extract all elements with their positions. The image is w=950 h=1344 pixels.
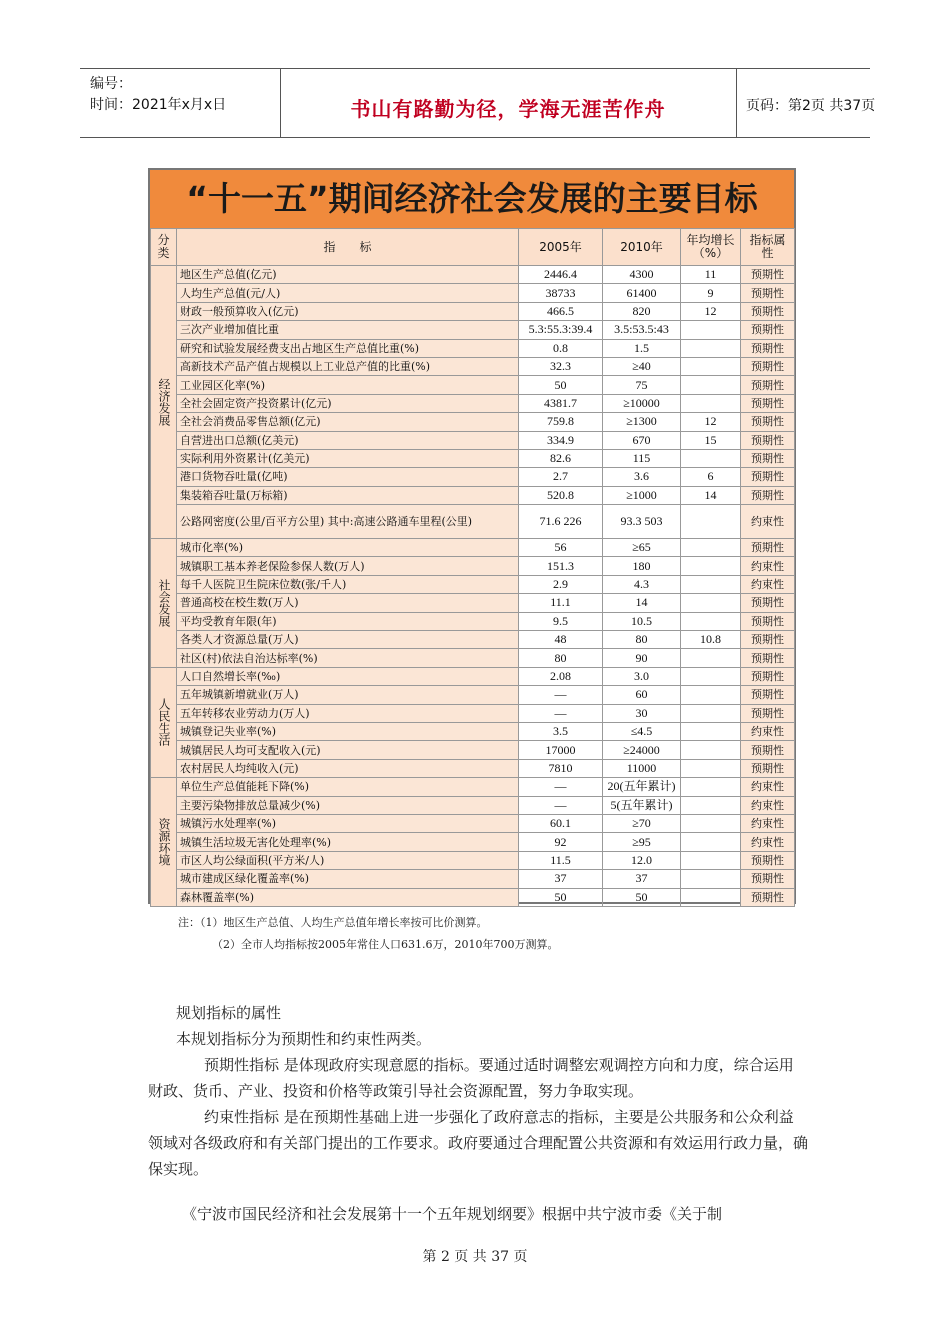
- growth-cell: [681, 575, 741, 593]
- indicator-cell: 城镇污水处理率(%): [177, 814, 519, 832]
- value-2005-cell: 11.5: [519, 851, 603, 869]
- growth-cell: [681, 612, 741, 630]
- table-row: [151, 449, 795, 467]
- growth-cell: [681, 870, 741, 888]
- header-slogan-cell: [280, 69, 737, 137]
- table-row: [151, 631, 795, 649]
- attribute-cell: 预期性: [741, 649, 795, 667]
- indicator-cell: 单位生产总值能耗下降(%): [177, 778, 519, 796]
- growth-cell: [681, 357, 741, 375]
- table-row: [151, 266, 795, 284]
- paragraph-binding: 约束性指标 是在预期性基础上进一步强化了政府意志的指标，主要是公共服务和公众利益领域对各级政府和有关部门提出的工作要求。政府要通过合理配置公共资源和有效运用行政力量，确保实现。: [148, 1108, 809, 1178]
- table-row: [151, 851, 795, 869]
- attribute-cell: 预期性: [741, 302, 795, 320]
- value-2005-cell: 0.8: [519, 339, 603, 357]
- value-2010-cell: 5(五年累计): [603, 796, 681, 814]
- indicator-cell: 市区人均公绿面积(平方米/人): [177, 851, 519, 869]
- indicator-cell: 普通高校在校生数(万人): [177, 594, 519, 612]
- attribute-cell: 预期性: [741, 486, 795, 504]
- indicator-cell: 港口货物吞吐量(亿吨): [177, 468, 519, 486]
- attribute-cell: 预期性: [741, 266, 795, 284]
- paragraph-expected: 预期性指标 是体现政府实现意愿的指标。要通过适时调整宏观调控方向和力度，综合运用财政、货币、产业、投资和价格等政策引导社会资源配置，努力争取实现。: [148, 1056, 794, 1100]
- table-row: [151, 321, 795, 339]
- growth-cell: [681, 722, 741, 740]
- value-2010-cell: ≥10000: [603, 394, 681, 412]
- table-row: [151, 814, 795, 832]
- value-2010-cell: 37: [603, 870, 681, 888]
- attribute-cell: 预期性: [741, 321, 795, 339]
- value-2010-cell: ≥1300: [603, 413, 681, 431]
- growth-cell: 12: [681, 302, 741, 320]
- indicator-cell: 财政一般预算收入(亿元): [177, 302, 519, 320]
- growth-cell: [681, 376, 741, 394]
- growth-cell: [681, 686, 741, 704]
- header-meta: [80, 69, 281, 137]
- attribute-cell: 预期性: [741, 686, 795, 704]
- indicator-cell: 高新技术产品产值占规模以上工业总产值的比重(%): [177, 357, 519, 375]
- indicator-cell: 主要污染物排放总量减少(%): [177, 796, 519, 814]
- value-2010-cell: 115: [603, 449, 681, 467]
- value-2005-cell: 60.1: [519, 814, 603, 832]
- value-2005-cell: —: [519, 778, 603, 796]
- attribute-cell: 预期性: [741, 394, 795, 412]
- table-row: [151, 870, 795, 888]
- value-2005-cell: 5.3:55.3:39.4: [519, 321, 603, 339]
- slogan: 书山有路勤为径，学海无涯苦作舟: [350, 97, 666, 121]
- attribute-cell: 预期性: [741, 449, 795, 467]
- value-2010-cell: 3.6: [603, 468, 681, 486]
- value-2005-cell: 7810: [519, 759, 603, 777]
- attribute-cell: 预期性: [741, 357, 795, 375]
- number-label: 编号：: [90, 76, 132, 92]
- table-row: [151, 357, 795, 375]
- indicator-cell: 五年城镇新增就业(万人): [177, 686, 519, 704]
- attribute-cell: 约束性: [741, 722, 795, 740]
- value-2010-cell: 180: [603, 557, 681, 575]
- time-label: 时间：2021年x月x日: [90, 97, 227, 113]
- attribute-cell: 约束性: [741, 833, 795, 851]
- growth-cell: [681, 539, 741, 557]
- attribute-cell: 约束性: [741, 796, 795, 814]
- note-2: （2）全市人均指标按2005年常住人口631.6万，2010年700万测算。: [212, 938, 559, 951]
- growth-cell: [681, 339, 741, 357]
- value-2010-cell: 60: [603, 686, 681, 704]
- indicator-cell: 研究和试验发展经费支出占地区生产总值比重(%): [177, 339, 519, 357]
- indicator-cell: 三次产业增加值比重: [177, 321, 519, 339]
- attribute-cell: 约束性: [741, 575, 795, 593]
- growth-cell: [681, 851, 741, 869]
- value-2005-cell: 466.5: [519, 302, 603, 320]
- indicator-cell: 全社会固定资产投资累计(亿元): [177, 394, 519, 412]
- table-row: [151, 339, 795, 357]
- value-2005-cell: 50: [519, 376, 603, 394]
- indicator-cell: 自营进出口总额(亿美元): [177, 431, 519, 449]
- growth-cell: 15: [681, 431, 741, 449]
- value-2005-cell: 82.6: [519, 449, 603, 467]
- table-row: [151, 557, 795, 575]
- paragraph-intro: 本规划指标分为预期性和约束性两类。: [176, 1030, 432, 1048]
- attribute-cell: 约束性: [741, 778, 795, 796]
- header-2010: 2010年: [603, 229, 681, 266]
- value-2010-cell: 50: [603, 888, 681, 906]
- value-2010-cell: 20(五年累计): [603, 778, 681, 796]
- value-2010-cell: 14: [603, 594, 681, 612]
- attribute-cell: 预期性: [741, 468, 795, 486]
- growth-cell: [681, 704, 741, 722]
- table-row: [151, 505, 795, 539]
- header-category: 分类: [151, 229, 177, 266]
- attribute-cell: 约束性: [741, 557, 795, 575]
- table-row: [151, 394, 795, 412]
- indicator-cell: 公路网密度(公里/百平方公里) 其中:高速公路通车里程(公里): [177, 505, 519, 539]
- note-1: 注：（1）地区生产总值、人均生产总值年增长率按可比价测算。: [178, 916, 488, 929]
- attribute-cell: 约束性: [741, 814, 795, 832]
- growth-cell: [681, 394, 741, 412]
- value-2005-cell: —: [519, 686, 603, 704]
- indicator-cell: 五年转移农业劳动力(万人): [177, 704, 519, 722]
- value-2005-cell: 38733: [519, 284, 603, 302]
- table-row: [151, 612, 795, 630]
- indicator-cell: 农村居民人均纯收入(元): [177, 759, 519, 777]
- value-2010-cell: 93.3 503: [603, 505, 681, 539]
- value-2010-cell: 12.0: [603, 851, 681, 869]
- body-text: [148, 1000, 808, 1182]
- value-2005-cell: 32.3: [519, 357, 603, 375]
- growth-cell: [681, 449, 741, 467]
- indicator-cell: 森林覆盖率(%): [177, 888, 519, 906]
- attribute-cell: 预期性: [741, 704, 795, 722]
- header-indicator: 指 标: [177, 229, 519, 266]
- value-2010-cell: 3.5:53.5:43: [603, 321, 681, 339]
- growth-cell: [681, 759, 741, 777]
- attribute-cell: 预期性: [741, 631, 795, 649]
- value-2010-cell: ≥1000: [603, 486, 681, 504]
- table-row: [151, 376, 795, 394]
- table-row: [151, 284, 795, 302]
- value-2005-cell: 3.5: [519, 722, 603, 740]
- attribute-cell: 预期性: [741, 376, 795, 394]
- value-2005-cell: 2.08: [519, 667, 603, 685]
- attribute-cell: 预期性: [741, 612, 795, 630]
- value-2005-cell: 50: [519, 888, 603, 906]
- attribute-cell: 预期性: [741, 870, 795, 888]
- indicator-cell: 实际利用外资累计(亿美元): [177, 449, 519, 467]
- value-2010-cell: ≥95: [603, 833, 681, 851]
- table-row: [151, 741, 795, 759]
- indicator-cell: 人均生产总值(元/人): [177, 284, 519, 302]
- value-2005-cell: —: [519, 796, 603, 814]
- growth-cell: [681, 649, 741, 667]
- indicator-cell: 各类人才资源总量(万人): [177, 631, 519, 649]
- table-row: [151, 431, 795, 449]
- table-row: [151, 468, 795, 486]
- page-footer: 第 2 页 共 37 页: [422, 1249, 528, 1265]
- indicator-cell: 城镇生活垃圾无害化处理率(%): [177, 833, 519, 851]
- growth-cell: [681, 741, 741, 759]
- growth-cell: [681, 321, 741, 339]
- attribute-cell: 约束性: [741, 505, 795, 539]
- value-2005-cell: 759.8: [519, 413, 603, 431]
- value-2010-cell: 4300: [603, 266, 681, 284]
- value-2010-cell: 820: [603, 302, 681, 320]
- indicator-cell: 集装箱吞吐量(万标箱): [177, 486, 519, 504]
- indicator-cell: 城镇登记失业率(%): [177, 722, 519, 740]
- value-2005-cell: 37: [519, 870, 603, 888]
- value-2010-cell: 1.5: [603, 339, 681, 357]
- growth-cell: 14: [681, 486, 741, 504]
- value-2005-cell: 11.1: [519, 594, 603, 612]
- category-cell: 经济发展: [151, 266, 177, 539]
- table-row: [151, 796, 795, 814]
- value-2010-cell: 670: [603, 431, 681, 449]
- attribute-cell: 预期性: [741, 888, 795, 906]
- value-2005-cell: 520.8: [519, 486, 603, 504]
- table-row: [151, 704, 795, 722]
- value-2005-cell: 2.9: [519, 575, 603, 593]
- growth-cell: [681, 888, 741, 906]
- value-2005-cell: 151.3: [519, 557, 603, 575]
- indicator-cell: 地区生产总值(亿元): [177, 266, 519, 284]
- attribute-cell: 预期性: [741, 539, 795, 557]
- attribute-cell: 预期性: [741, 851, 795, 869]
- value-2010-cell: 75: [603, 376, 681, 394]
- header-growth: 年均增长（%）: [681, 229, 741, 266]
- value-2005-cell: 2.7: [519, 468, 603, 486]
- category-cell: 人民生活: [151, 667, 177, 777]
- growth-cell: [681, 796, 741, 814]
- attribute-cell: 预期性: [741, 594, 795, 612]
- value-2005-cell: 56: [519, 539, 603, 557]
- growth-cell: [681, 505, 741, 539]
- value-2005-cell: 17000: [519, 741, 603, 759]
- header-2005: 2005年: [519, 229, 603, 266]
- value-2010-cell: 11000: [603, 759, 681, 777]
- value-2010-cell: ≥24000: [603, 741, 681, 759]
- header-page-cell: [736, 69, 876, 137]
- attribute-cell: 预期性: [741, 667, 795, 685]
- page-header: [80, 68, 876, 138]
- table-row: [151, 686, 795, 704]
- indicator-cell: 城镇职工基本养老保险参保人数(万人): [177, 557, 519, 575]
- value-2005-cell: 92: [519, 833, 603, 851]
- growth-cell: [681, 814, 741, 832]
- value-2010-cell: ≥40: [603, 357, 681, 375]
- value-2005-cell: 4381.7: [519, 394, 603, 412]
- attribute-cell: 预期性: [741, 759, 795, 777]
- growth-cell: 11: [681, 266, 741, 284]
- value-2010-cell: ≥65: [603, 539, 681, 557]
- value-2010-cell: 30: [603, 704, 681, 722]
- indicator-cell: 社区(村)依法自治达标率(%): [177, 649, 519, 667]
- value-2010-cell: ≤4.5: [603, 722, 681, 740]
- growth-cell: 10.8: [681, 631, 741, 649]
- header-attribute: 指标属性: [741, 229, 795, 266]
- targets-table-figure: [148, 168, 796, 904]
- indicator-cell: 平均受教育年限(年): [177, 612, 519, 630]
- growth-cell: [681, 833, 741, 851]
- value-2005-cell: 80: [519, 649, 603, 667]
- indicator-cell: 每千人医院卫生院床位数(张/千人): [177, 575, 519, 593]
- page-label: 页码：第2页 共37页: [746, 98, 876, 114]
- growth-cell: [681, 594, 741, 612]
- category-cell: 资源环境: [151, 778, 177, 907]
- value-2005-cell: 9.5: [519, 612, 603, 630]
- table-row: [151, 778, 795, 796]
- value-2010-cell: 80: [603, 631, 681, 649]
- table-row: [151, 594, 795, 612]
- table-row: [151, 649, 795, 667]
- growth-cell: [681, 557, 741, 575]
- growth-cell: 12: [681, 413, 741, 431]
- table-row: [151, 302, 795, 320]
- indicator-cell: 工业园区化率(%): [177, 376, 519, 394]
- table-row: [151, 486, 795, 504]
- value-2010-cell: 10.5: [603, 612, 681, 630]
- table-notes: [178, 912, 558, 956]
- table-row: [151, 888, 795, 906]
- table-row: [151, 722, 795, 740]
- growth-cell: [681, 667, 741, 685]
- value-2010-cell: 3.0: [603, 667, 681, 685]
- attribute-cell: 预期性: [741, 339, 795, 357]
- value-2005-cell: —: [519, 704, 603, 722]
- indicator-cell: 城市化率(%): [177, 539, 519, 557]
- targets-table: [150, 228, 795, 907]
- value-2010-cell: 90: [603, 649, 681, 667]
- table-row: [151, 575, 795, 593]
- paragraph-reference: 《宁波市国民经济和社会发展第十一个五年规划纲要》根据中共宁波市委《关于制: [182, 1205, 723, 1223]
- table-row: [151, 833, 795, 851]
- table-row: [151, 413, 795, 431]
- table-title: “十一五”期间经济社会发展的主要目标: [150, 170, 794, 228]
- attribute-cell: 预期性: [741, 284, 795, 302]
- paragraph-heading: 规划指标的属性: [176, 1004, 282, 1022]
- table-header-row: [151, 229, 795, 266]
- value-2005-cell: 71.6 226: [519, 505, 603, 539]
- value-2005-cell: 48: [519, 631, 603, 649]
- table-row: [151, 759, 795, 777]
- attribute-cell: 预期性: [741, 741, 795, 759]
- value-2005-cell: 334.9: [519, 431, 603, 449]
- indicator-cell: 城镇居民人均可支配收入(元): [177, 741, 519, 759]
- growth-cell: 9: [681, 284, 741, 302]
- attribute-cell: 预期性: [741, 431, 795, 449]
- indicator-cell: 城市建成区绿化覆盖率(%): [177, 870, 519, 888]
- value-2005-cell: 2446.4: [519, 266, 603, 284]
- growth-cell: [681, 778, 741, 796]
- indicator-cell: 人口自然增长率(‰): [177, 667, 519, 685]
- table-row: [151, 667, 795, 685]
- value-2010-cell: 4.3: [603, 575, 681, 593]
- category-cell: 社会发展: [151, 539, 177, 668]
- growth-cell: 6: [681, 468, 741, 486]
- attribute-cell: 预期性: [741, 413, 795, 431]
- table-row: [151, 539, 795, 557]
- value-2010-cell: 61400: [603, 284, 681, 302]
- value-2010-cell: ≥70: [603, 814, 681, 832]
- indicator-cell: 全社会消费品零售总额(亿元): [177, 413, 519, 431]
